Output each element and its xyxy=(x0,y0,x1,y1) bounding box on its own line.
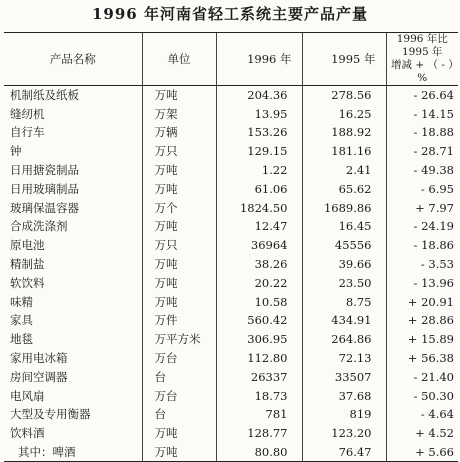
change-pct-cell: - 18.86 xyxy=(386,236,458,255)
value-1996-cell: 10.58 xyxy=(216,292,302,311)
change-pct-cell: - 6.95 xyxy=(386,179,458,198)
value-1996-cell: 204.36 xyxy=(216,86,302,105)
table-row xyxy=(4,424,458,443)
unit-cell: 台 xyxy=(142,367,216,386)
unit-cell: 万吨 xyxy=(142,292,216,311)
change-pct-cell: - 14.15 xyxy=(386,104,458,123)
unit-cell: 万吨 xyxy=(142,217,216,236)
table-row xyxy=(4,405,458,424)
table-row xyxy=(4,273,458,292)
change-pct-cell: - 28.71 xyxy=(386,142,458,161)
unit-cell: 万台 xyxy=(142,386,216,405)
value-1995-cell: 65.62 xyxy=(302,179,386,198)
change-pct-cell: + 20.91 xyxy=(386,292,458,311)
change-pct-cell: - 50.30 xyxy=(386,386,458,405)
table-row xyxy=(4,86,458,105)
product-name-cell: 日用搪瓷制品 xyxy=(10,163,79,178)
value-1996-cell: 13.95 xyxy=(216,104,302,123)
value-1995-cell: 264.86 xyxy=(302,330,386,349)
table-row xyxy=(4,217,458,236)
change-pct-cell: + 28.86 xyxy=(386,311,458,330)
product-name-cell: 钟 xyxy=(10,144,22,159)
table-row xyxy=(4,123,458,142)
value-1995-cell: 434.91 xyxy=(302,311,386,330)
value-1996-cell: 20.22 xyxy=(216,273,302,292)
table-row xyxy=(4,104,458,123)
table-row xyxy=(4,142,458,161)
value-1996-cell: 128.77 xyxy=(216,424,302,443)
value-1995-cell: 1689.86 xyxy=(302,198,386,217)
value-1995-cell: 278.56 xyxy=(302,86,386,105)
unit-cell: 万只 xyxy=(142,142,216,161)
value-1995-cell: 39.66 xyxy=(302,255,386,274)
value-1995-cell: 16.45 xyxy=(302,217,386,236)
value-1996-cell: 36964 xyxy=(216,236,302,255)
value-1996-cell: 1824.50 xyxy=(216,198,302,217)
change-pct-cell: - 24.19 xyxy=(386,217,458,236)
product-name-cell: 房间空调器 xyxy=(10,369,68,384)
table-row xyxy=(4,292,458,311)
unit-cell: 万吨 xyxy=(142,273,216,292)
page-title: 1996 年河南省轻工系统主要产品产量 xyxy=(92,5,368,23)
product-name-cell: 精制盐 xyxy=(10,257,45,272)
value-1995-cell: 819 xyxy=(302,405,386,424)
table-row xyxy=(4,311,458,330)
product-name-cell: 缝纫机 xyxy=(10,106,45,121)
change-pct-cell: - 49.38 xyxy=(386,161,458,180)
value-1996-cell: 61.06 xyxy=(216,179,302,198)
value-1995-cell: 181.16 xyxy=(302,142,386,161)
value-1995-cell: 2.41 xyxy=(302,161,386,180)
value-1996-cell: 560.42 xyxy=(216,311,302,330)
change-pct-cell: + 7.97 xyxy=(386,198,458,217)
value-1996-cell: 1.22 xyxy=(216,161,302,180)
product-name-cell: 味精 xyxy=(10,294,33,309)
table-row xyxy=(4,367,458,386)
value-1996-cell: 153.26 xyxy=(216,123,302,142)
table-row xyxy=(4,236,458,255)
header-row xyxy=(4,33,458,86)
value-1995-cell: 72.13 xyxy=(302,349,386,368)
header-product-name: 产品名称 xyxy=(4,33,142,86)
product-name-cell: 原电池 xyxy=(10,238,45,253)
change-pct-cell: - 4.64 xyxy=(386,405,458,424)
value-1995-cell: 16.25 xyxy=(302,104,386,123)
value-1995-cell: 188.92 xyxy=(302,123,386,142)
unit-cell: 万吨 xyxy=(142,161,216,180)
change-pct-cell: - 26.64 xyxy=(386,86,458,105)
product-name-cell: 饮料酒 xyxy=(10,426,45,441)
value-1995-cell: 37.68 xyxy=(302,386,386,405)
unit-cell: 万吨 xyxy=(142,424,216,443)
product-name-cell: 家具 xyxy=(10,313,33,328)
value-1995-cell: 45556 xyxy=(302,236,386,255)
change-pct-cell: + 4.52 xyxy=(386,424,458,443)
unit-cell: 万辆 xyxy=(142,123,216,142)
product-name-cell: 自行车 xyxy=(10,125,45,140)
value-1996-cell: 38.26 xyxy=(216,255,302,274)
value-1996-cell: 80.80 xyxy=(216,443,302,462)
header-change-line3: 增减 + （ - ）% xyxy=(391,59,454,84)
unit-cell: 万个 xyxy=(142,198,216,217)
value-1996-cell: 12.47 xyxy=(216,217,302,236)
value-1996-cell: 306.95 xyxy=(216,330,302,349)
product-name-cell: 机制纸及纸板 xyxy=(10,88,79,103)
table-row xyxy=(4,179,458,198)
value-1996-cell: 112.80 xyxy=(216,349,302,368)
change-pct-cell: + 5.66 xyxy=(386,443,458,462)
table-row xyxy=(4,198,458,217)
unit-cell: 万只 xyxy=(142,236,216,255)
header-1995: 1995 年 xyxy=(302,33,386,86)
change-pct-cell: - 21.40 xyxy=(386,367,458,386)
change-pct-cell: - 3.53 xyxy=(386,255,458,274)
header-change-line2: 1995 年 xyxy=(401,46,443,58)
value-1996-cell: 129.15 xyxy=(216,142,302,161)
product-name-cell: 其中：啤酒 xyxy=(4,443,142,462)
unit-cell: 万吨 xyxy=(142,86,216,105)
table-row xyxy=(4,443,458,462)
value-1995-cell: 8.75 xyxy=(302,292,386,311)
unit-cell: 万吨 xyxy=(142,255,216,274)
header-change-line1: 1996 年比 xyxy=(396,33,448,45)
product-name-cell: 合成洗涤剂 xyxy=(10,219,68,234)
product-name-cell: 电风扇 xyxy=(10,388,45,403)
value-1995-cell: 23.50 xyxy=(302,273,386,292)
unit-cell: 万台 xyxy=(142,349,216,368)
product-name-cell: 软饮料 xyxy=(10,275,45,290)
table-row xyxy=(4,349,458,368)
product-name-cell: 日用玻璃制品 xyxy=(10,181,79,196)
table-row xyxy=(4,386,458,405)
table-row xyxy=(4,161,458,180)
change-pct-cell: - 13.96 xyxy=(386,273,458,292)
unit-cell: 万架 xyxy=(142,104,216,123)
product-name-cell: 大型及专用衡器 xyxy=(10,407,91,422)
value-1995-cell: 76.47 xyxy=(302,443,386,462)
value-1995-cell: 123.20 xyxy=(302,424,386,443)
table-row xyxy=(4,255,458,274)
change-pct-cell: - 18.88 xyxy=(386,123,458,142)
header-1996: 1996 年 xyxy=(216,33,302,86)
value-1996-cell: 26337 xyxy=(216,367,302,386)
unit-cell: 万吨 xyxy=(142,443,216,462)
change-pct-cell: + 56.38 xyxy=(386,349,458,368)
header-unit: 单位 xyxy=(142,33,216,86)
product-name-cell: 家用电冰箱 xyxy=(10,351,68,366)
table-row xyxy=(4,330,458,349)
value-1995-cell: 33507 xyxy=(302,367,386,386)
product-name-cell: 地毯 xyxy=(10,332,33,347)
production-table xyxy=(4,32,458,462)
change-pct-cell: + 15.89 xyxy=(386,330,458,349)
unit-cell: 万平方米 xyxy=(142,330,216,349)
header-change-pct xyxy=(386,33,458,86)
product-name-cell: 玻璃保温容器 xyxy=(10,200,79,215)
unit-cell: 万吨 xyxy=(142,179,216,198)
value-1996-cell: 781 xyxy=(216,405,302,424)
value-1996-cell: 18.73 xyxy=(216,386,302,405)
unit-cell: 台 xyxy=(142,405,216,424)
unit-cell: 万件 xyxy=(142,311,216,330)
